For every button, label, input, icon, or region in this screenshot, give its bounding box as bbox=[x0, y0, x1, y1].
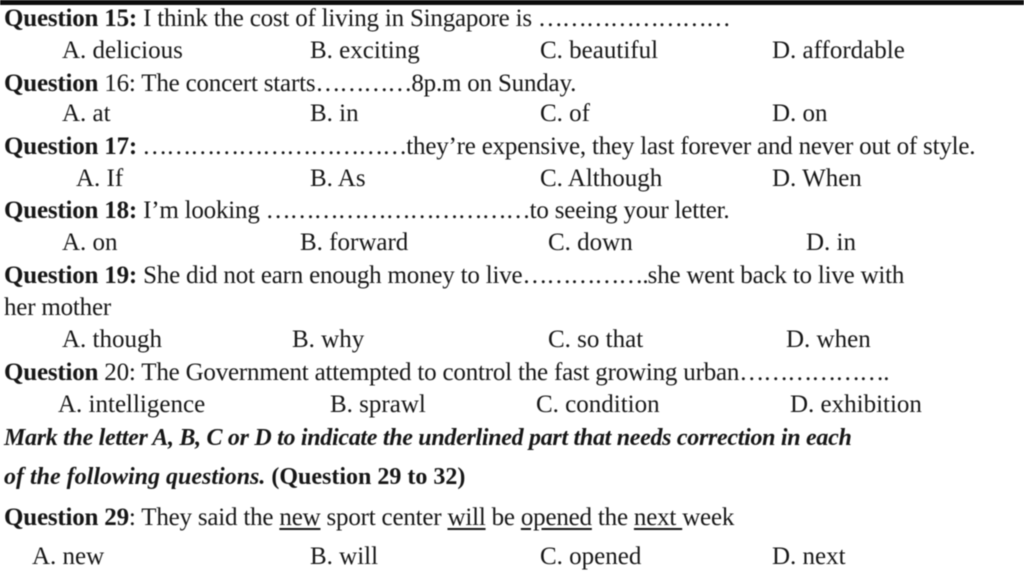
question-29-text-e: week bbox=[682, 504, 735, 531]
question-29-underlined-b: will bbox=[447, 504, 486, 531]
question-29-text-a: : They said the bbox=[128, 504, 280, 531]
question-16-stem-before: : The concert starts bbox=[128, 70, 316, 97]
q29-option-b[interactable]: B. will bbox=[310, 543, 379, 570]
question-20-label: Question bbox=[4, 359, 99, 386]
instructions-line-2 bbox=[4, 462, 465, 492]
question-29-label: Question 29 bbox=[4, 504, 129, 531]
q18-option-b[interactable]: B. forward bbox=[300, 229, 409, 256]
question-16-stem-after: 8p.m on Sunday. bbox=[411, 70, 577, 97]
question-19-stem-before: She did not earn enough money to live bbox=[137, 262, 523, 289]
question-17-blank: …………………………… bbox=[137, 133, 407, 160]
q16-option-b[interactable]: B. in bbox=[310, 100, 359, 127]
q18-option-c[interactable]: C. down bbox=[548, 229, 633, 256]
question-15-blank: …………………… bbox=[537, 5, 730, 32]
question-18-stem-after: to seeing your letter. bbox=[529, 197, 730, 224]
question-18-blank: …………………………… bbox=[265, 197, 530, 224]
q17-option-a[interactable]: A. If bbox=[76, 165, 124, 192]
question-18-text bbox=[4, 196, 729, 226]
question-29-text-c: be bbox=[485, 504, 521, 531]
question-20-number: 20 bbox=[98, 359, 129, 386]
question-16-blank: ………… bbox=[315, 70, 412, 97]
question-29-text-d: the bbox=[591, 504, 634, 531]
instructions-line-1: Mark the letter A, B, C or D to indicate the underlined part that needs correction in each bbox=[4, 425, 852, 451]
q16-option-a[interactable]: A. at bbox=[62, 100, 111, 127]
instructions-line-2-italic: of the following questions. bbox=[4, 464, 272, 490]
q20-option-a[interactable]: A. intelligence bbox=[58, 391, 206, 418]
question-15-label: Question 15: bbox=[4, 5, 138, 32]
question-16-number: 16 bbox=[98, 70, 129, 97]
question-29-underlined-d: next bbox=[633, 504, 683, 531]
q20-option-c[interactable]: C. condition bbox=[536, 391, 660, 418]
q17-option-d[interactable]: D. When bbox=[772, 165, 862, 192]
question-29-text bbox=[4, 503, 734, 533]
question-29-text-b: sport center bbox=[320, 504, 448, 531]
q19-option-b[interactable]: B. why bbox=[292, 326, 365, 353]
q19-option-c[interactable]: C. so that bbox=[548, 326, 644, 353]
question-20-blank: ………………. bbox=[739, 359, 889, 386]
q18-option-a[interactable]: A. on bbox=[62, 229, 118, 256]
question-19-label: Question 19: bbox=[4, 262, 138, 289]
question-20-text bbox=[4, 358, 888, 388]
question-19-stem-after: she went back to live with bbox=[647, 262, 905, 289]
question-15-text bbox=[4, 4, 730, 34]
q16-option-c[interactable]: C. of bbox=[540, 100, 590, 127]
q20-option-b[interactable]: B. sprawl bbox=[330, 391, 426, 418]
q17-option-b[interactable]: B. As bbox=[310, 165, 366, 192]
q19-option-d[interactable]: D. when bbox=[786, 326, 871, 353]
q29-option-d[interactable]: D. next bbox=[772, 543, 846, 570]
question-17-label: Question 17: bbox=[4, 133, 138, 160]
q20-option-d[interactable]: D. exhibition bbox=[790, 391, 922, 418]
question-16-label: Question bbox=[4, 70, 99, 97]
question-19-blank: ……………. bbox=[522, 262, 648, 289]
question-29-underlined-c: opened bbox=[520, 504, 592, 531]
question-16-text bbox=[4, 69, 576, 99]
question-17-stem: they’re expensive, they last forever and never out of style. bbox=[406, 133, 976, 160]
q15-option-a[interactable]: A. delicious bbox=[62, 37, 183, 64]
question-17-text bbox=[4, 132, 975, 162]
q15-option-d[interactable]: D. affordable bbox=[772, 37, 905, 64]
q15-option-b[interactable]: B. exciting bbox=[310, 37, 420, 64]
question-20-stem: : The Government attempted to control the fast growing urban bbox=[128, 359, 740, 386]
q18-option-d[interactable]: D. in bbox=[806, 229, 856, 256]
question-18-label: Question 18: bbox=[4, 197, 138, 224]
instructions-question-range: (Question 29 to 32) bbox=[271, 464, 466, 490]
q17-option-c[interactable]: C. Although bbox=[540, 165, 663, 192]
question-19-text bbox=[4, 261, 904, 291]
question-15-stem: I think the cost of living in Singapore is bbox=[137, 5, 538, 32]
q16-option-d[interactable]: D. on bbox=[772, 100, 828, 127]
question-18-stem-before: I’m looking bbox=[137, 197, 266, 224]
q15-option-c[interactable]: C. beautiful bbox=[540, 37, 659, 64]
question-29-underlined-a: new bbox=[279, 504, 321, 531]
q19-option-a[interactable]: A. though bbox=[62, 326, 162, 353]
q29-option-c[interactable]: C. opened bbox=[540, 543, 642, 570]
question-19-text-line2: her mother bbox=[4, 294, 111, 321]
q29-option-a[interactable]: A. new bbox=[32, 543, 105, 570]
